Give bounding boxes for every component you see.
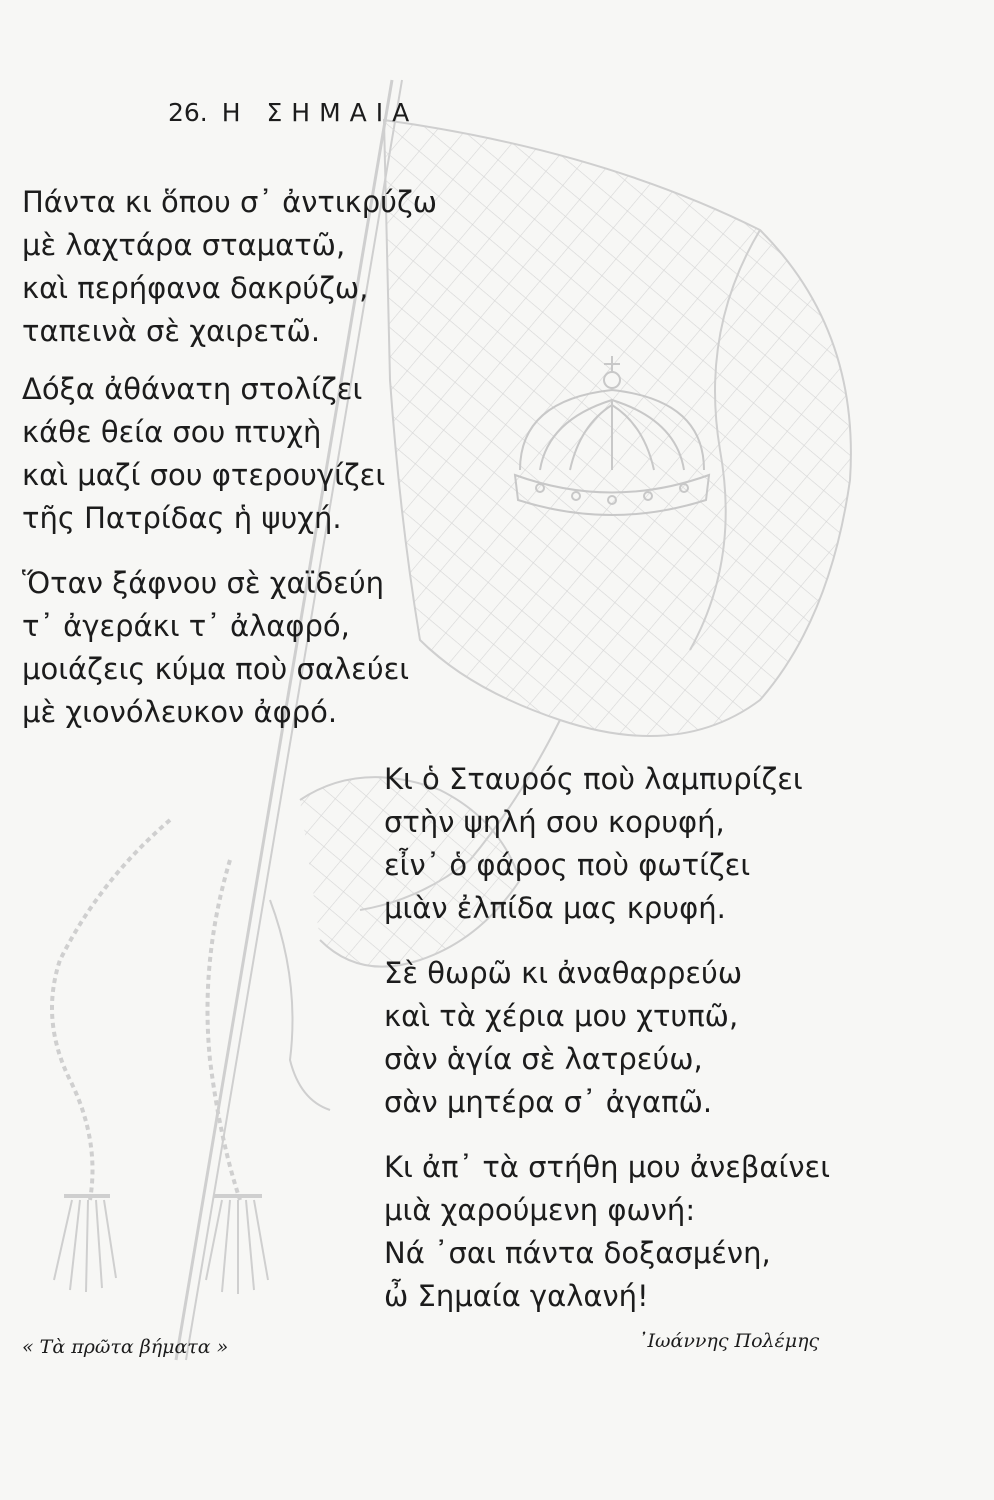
verse-line: σὰν μητέρα σ᾿ ἀγαπῶ.	[384, 1085, 713, 1119]
verse-line: καὶ μαζί σου φτερουγίζει	[22, 458, 386, 492]
verse-line: ταπεινὰ σὲ χαιρετῶ.	[22, 314, 321, 348]
verse-line: τ᾿ ἀγεράκι τ᾿ ἀλαφρό,	[22, 609, 350, 643]
verse-line: Πάντα κι ὅπου σ᾿ ἀντικρύζω	[22, 185, 438, 219]
verse-line: καὶ περήφανα δακρύζω,	[22, 271, 369, 305]
poem-title-text: Η ΣΗΜΑΙΑ	[221, 98, 419, 127]
verse-line: τῆς Πατρίδας ἡ ψυχή.	[22, 501, 342, 535]
verse-line: μὲ χιονόλευκον ἀφρό.	[22, 695, 338, 729]
verse-line: στὴν ψηλή σου κορυφή,	[384, 805, 725, 839]
stanza-5	[384, 952, 742, 1124]
verse-line: ὦ Σημαία γαλανή!	[384, 1279, 649, 1313]
verse-line: Ὅταν ξάφνου σὲ χαϊδεύη	[22, 566, 385, 600]
stanza-2	[22, 368, 385, 540]
verse-line: κάθε θεία σου πτυχὴ	[22, 415, 322, 449]
verse-line: Κι ἀπ᾿ τὰ στήθη μου ἀνεβαίνει	[384, 1150, 831, 1184]
verse-line: καὶ τὰ χέρια μου χτυπῶ,	[384, 999, 739, 1033]
verse-line: μιὰν ἐλπίδα μας κρυφή.	[384, 891, 726, 925]
stanza-4	[384, 758, 803, 930]
stanza-3	[22, 562, 409, 734]
poem-number: 26.	[168, 98, 208, 127]
verse-line: Νά ᾿σαι πάντα δοξασμένη,	[384, 1236, 771, 1270]
verse-line: εἶν᾿ ὁ φάρος ποὺ φωτίζει	[384, 848, 751, 882]
stanza-1	[22, 181, 437, 353]
verse-line: μοιάζεις κύμα ποὺ σαλεύει	[22, 652, 410, 686]
verse-line: Σὲ θωρῶ κι ἀναθαρρεύω	[384, 956, 743, 990]
verse-line: μιὰ χαρούμενη φωνή:	[384, 1193, 696, 1227]
author-name: ᾿Ιωάννης Πολέμης	[638, 1330, 820, 1352]
stanza-6	[384, 1146, 830, 1318]
poem-title	[168, 98, 418, 127]
verse-line: Κι ὁ Σταυρός ποὺ λαμπυρίζει	[384, 762, 803, 796]
source-citation: « Τὰ πρῶτα βήματα »	[22, 1336, 229, 1358]
verse-line: σὰν ἁγία σὲ λατρεύω,	[384, 1042, 703, 1076]
verse-line: μὲ λαχτάρα σταματῶ,	[22, 228, 346, 262]
verse-line: Δόξα ἀθάνατη στολίζει	[22, 372, 363, 406]
